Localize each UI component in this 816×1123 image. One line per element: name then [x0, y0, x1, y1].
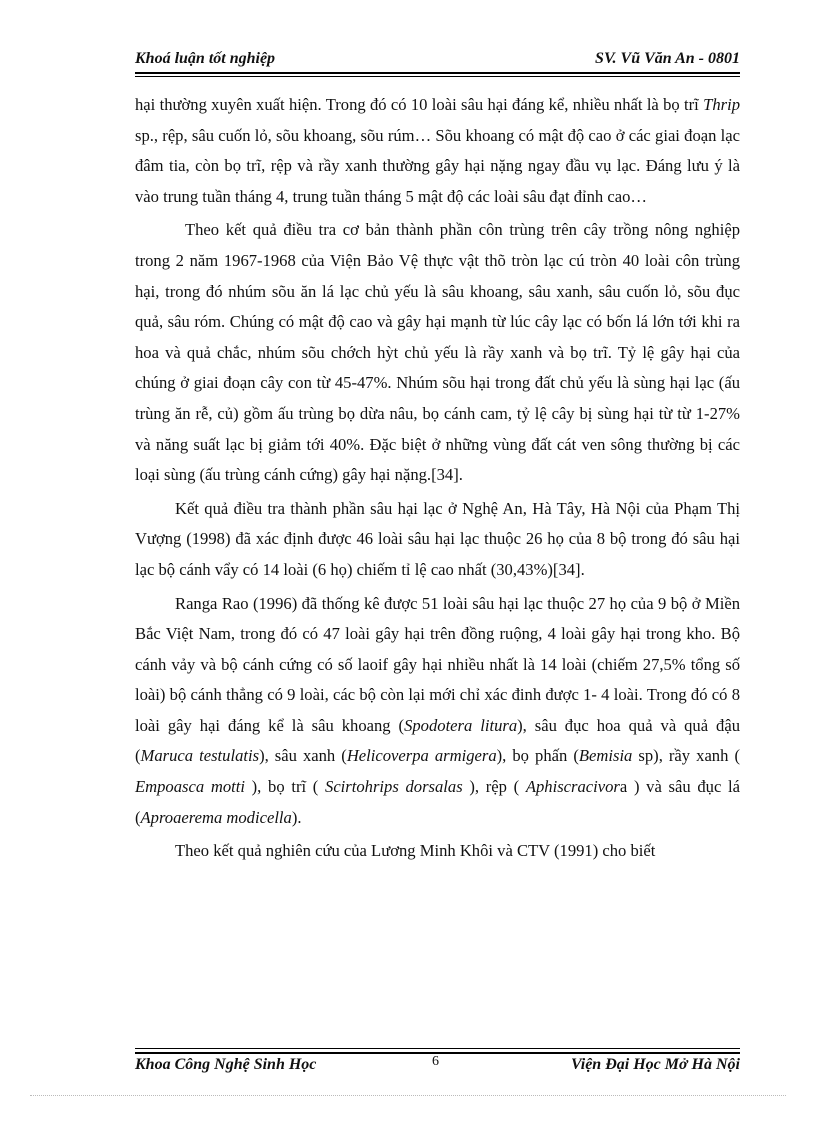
- page-number: 6: [432, 1054, 439, 1069]
- paragraph-1: hại thường xuyên xuất hiện. Trong đó có 10 loài sâu hại đáng kể, nhiều nhất là bọ trĩ Thrip sp., rệp, sâu cuốn lỏ, sõu khoang, sõu rúm… Sõu khoang có mật độ cao ở các giai đoạn lạc đâm tia, còn bọ trĩ, rệp và rầy xanh thường gây hại nặng ngay đầu vụ lạc. Đáng lưu ý là vào trung tuần tháng 4, trung tuần tháng 5 mật độ các loài sâu đạt đỉnh cao…: [135, 95, 740, 206]
- species-name: Aphiscracivor: [525, 777, 620, 797]
- species-name: Thrip: [703, 95, 740, 114]
- paragraph-2: Theo kết quả điều tra cơ bản thành phần côn trùng trên cây trồng nông nghiệp trong 2 năm 1967-1968 của Viện Bảo Vệ thực vật thõ tròn lạc cú tròn 40 loài côn trùng hại, trong đó nhúm sõu ăn lá lạc chủ yếu là sâu khoang, sâu xanh, sâu cuốn lỏ, sõu đục quả, sâu róm. Chúng có mật độ cao và gây hại mạnh từ lúc cây lạc có bốn lá lớn tới khi ra hoa và quả chắc, nhúm sõu chớch hỳt chủ yếu là rầy xanh và bọ trĩ. Tỷ lệ gây hại của chúng ở giai đoạn cây con từ 45-47%. Nhúm sõu hại trong đất chủ yếu là sùng hại lạc (ấu trùng ăn rễ, củ) gồm ấu trùng bọ dừa nâu, bọ cánh cam, tỷ lệ cây bị sùng hại từ từ 1-27% và năng suất lạc bị giảm tới 40%. Đặc biệt ở những vùng đất cát ven sông thường bị các loại sùng (ấu trùng cánh cứng) gây hại nặng.[34].: [135, 220, 740, 485]
- footer-institute-label: Viện Đại Học Mở Hà Nội: [570, 1056, 740, 1073]
- footer-rule-thin: [135, 1048, 740, 1049]
- page-footer: [135, 1054, 740, 1078]
- header-student-label: SV. Vũ Văn An - 0801: [595, 50, 740, 67]
- header-thesis-label: Khoá luận tốt nghiệp: [135, 50, 276, 67]
- document-body: [135, 90, 740, 870]
- page-header: [135, 50, 740, 72]
- footer-faculty-label: Khoa Công Nghệ Sinh Học: [135, 1056, 317, 1073]
- paragraph-4: Ranga Rao (1996) đã thống kê được 51 loài sâu hại lạc thuộc 27 họ của 9 bộ ở Miền Bắc Việt Nam, trong đó có 47 loài gây hại trên đồng ruộng, 4 loài gây hại trong kho. Bộ cánh vảy và bộ cánh cứng có số laoif gây hại nhiều nhất là 14 loài (chiếm 27,5% tổng số loài) bộ cánh thẳng có 9 loài, các bộ còn lại mới chỉ xác đinh được 1- 4 loài. Trong đó có 8 loài gây hại đáng kể là sâu khoang (Spodotera litura), sâu đục hoa quả và quả đậu (Maruca testulatis), sâu xanh (Helicoverpa armigera), bọ phấn (Bemisia sp), rầy xanh ( Empoasca motti ), bọ trĩ ( Scirtohrips dorsalas ), rệp ( Aphiscracivora ) và sâu đục lá (Aproaerema modicella).: [135, 593, 740, 827]
- header-rule-thin: [135, 76, 740, 77]
- species-name: Helicoverpa armigera: [346, 746, 497, 766]
- species-name: Scirtohrips dorsalas: [325, 777, 463, 797]
- species-name: Maruca testulatis: [140, 746, 260, 766]
- page-edge-dotted-line: [30, 1095, 786, 1096]
- species-name: Bemisia: [578, 746, 633, 766]
- species-name: Empoasca motti: [135, 777, 245, 797]
- species-name: Aproaerema modicella: [140, 807, 292, 827]
- paragraph-5: Theo kết quả nghiên cứu của Lương Minh Khôi và CTV (1991) cho biết: [175, 841, 656, 861]
- header-rule: [135, 72, 740, 74]
- paragraph-3: Kết quả điều tra thành phần sâu hại lạc ở Nghệ An, Hà Tây, Hà Nội của Phạm Thị Vượng (1998) đã xác định được 46 loài sâu hại lạc thuộc 26 họ của 8 bộ trong đó sâu hại lạc bộ cánh vẩy có 14 loài (6 họ) chiếm tỉ lệ cao nhất (30,43%)[34].: [135, 498, 740, 579]
- species-name: Spodotera litura: [404, 715, 518, 735]
